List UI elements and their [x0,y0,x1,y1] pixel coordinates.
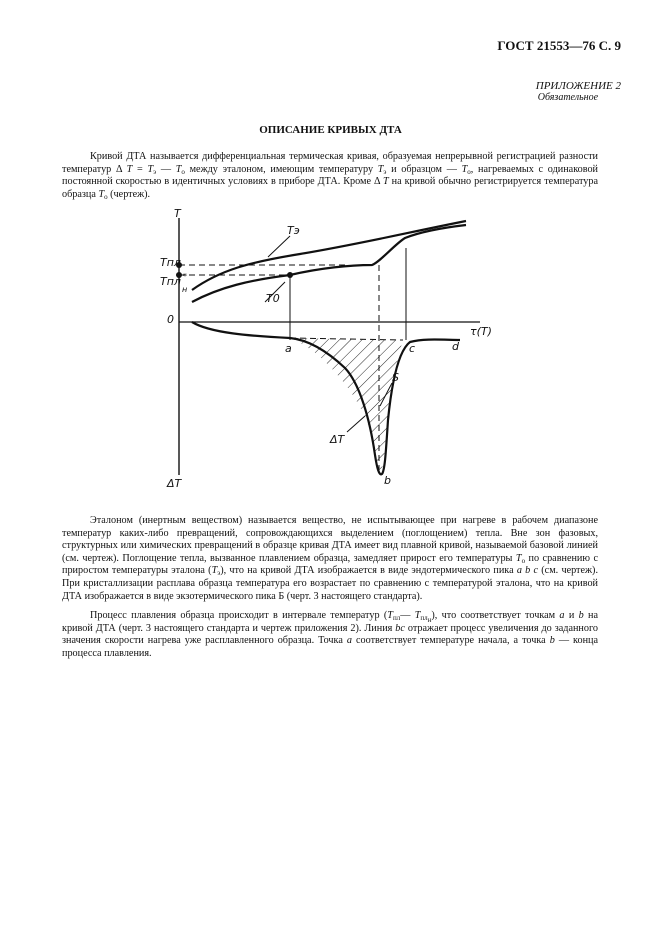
to-curve [192,225,466,302]
paragraph-reference: Эталоном (инертным веществом) называется вещество, не испытывающее при нагреве в рабочем диапазоне температур каких-либо превращений, сопровождающихся выделением (поглощением) тепла. Вне зон фазовых, структурных или химических превращений в образце кривая ДТА имеет вид плавной кривой, называемой базовой линией (см. чертеж). Поглощение тепла, вызванное плавлением образца, замедляет прирост его температуры $T_о$ по сравнению с приростом температуры эталона $(T_э)$, что на кривой ДТА изображается в виде эндотермического пика a b c (см. чертеж). При кристаллизации расплава образца температура его возрастает по сравнению с температурой эталона, что на кривой ДТА изображается в виде экзотермического пика Б (черт. 3 настоящего стандарта). [62,515,598,602]
point-c-label: c [409,342,416,355]
to-label: T0 [266,292,280,305]
dta-curve-label: ΔT [330,433,345,446]
dt-leader [347,416,365,432]
origin-label: 0 [167,313,174,326]
tpln-label: Tпл [160,275,181,288]
tpl-label: Tпл [160,256,181,269]
point-a-label: a [285,342,292,355]
axis-x-label: τ(T) [470,325,492,338]
intro-paragraph: Кривой ДТА называется дифференциальная термическая кривая, образуемая непрерывной регистрацией разности температур Δ $T = T_э$ — $T_о$ между эталоном, имеющим температуру $T_э$ и образцом — $T_о$, нагреваемых с одинаковой постоянной скоростью в идентичных условиях в приборе ДТА. Кроме Δ T на кривой обычно регистрируется температура образца $T_о$ (чертеж). [62,151,598,201]
axis-y-label: T [174,207,181,220]
point-b-label: b [384,474,391,487]
point-d-label: d [452,340,459,353]
page-header: ГОСТ 21553—76 С. 9 [497,38,621,53]
paragraph-melting: Процесс плавления образца происходит в интервале температур ($T_{пл}—$ $T_{пл_н}$), что соответствует точкам a и b на кривой ДТА (черт. 3 настоящего стандарта и чертеж приложения 2). Линия bc отражает процесс увеличения до заданного значения скорости нагрева уже расплавленного образца. Точка a соответствует температуре начала, а точка b — конца процесса плавления. [62,610,598,659]
te-leader [268,236,290,257]
te-label: Tэ [287,224,300,237]
section-title: ОПИСАНИЕ КРИВЫХ ДТА [259,124,402,136]
marker-to [287,272,293,278]
tpln-sub: н [182,285,188,294]
area-s-label: S [392,371,399,384]
appendix-status: Обязательное [537,92,599,103]
axis-y-bottom-label: ΔT [167,477,182,490]
tpln-star: * [183,272,187,281]
appendix-title: ПРИЛОЖЕНИЕ 2 [535,80,621,92]
